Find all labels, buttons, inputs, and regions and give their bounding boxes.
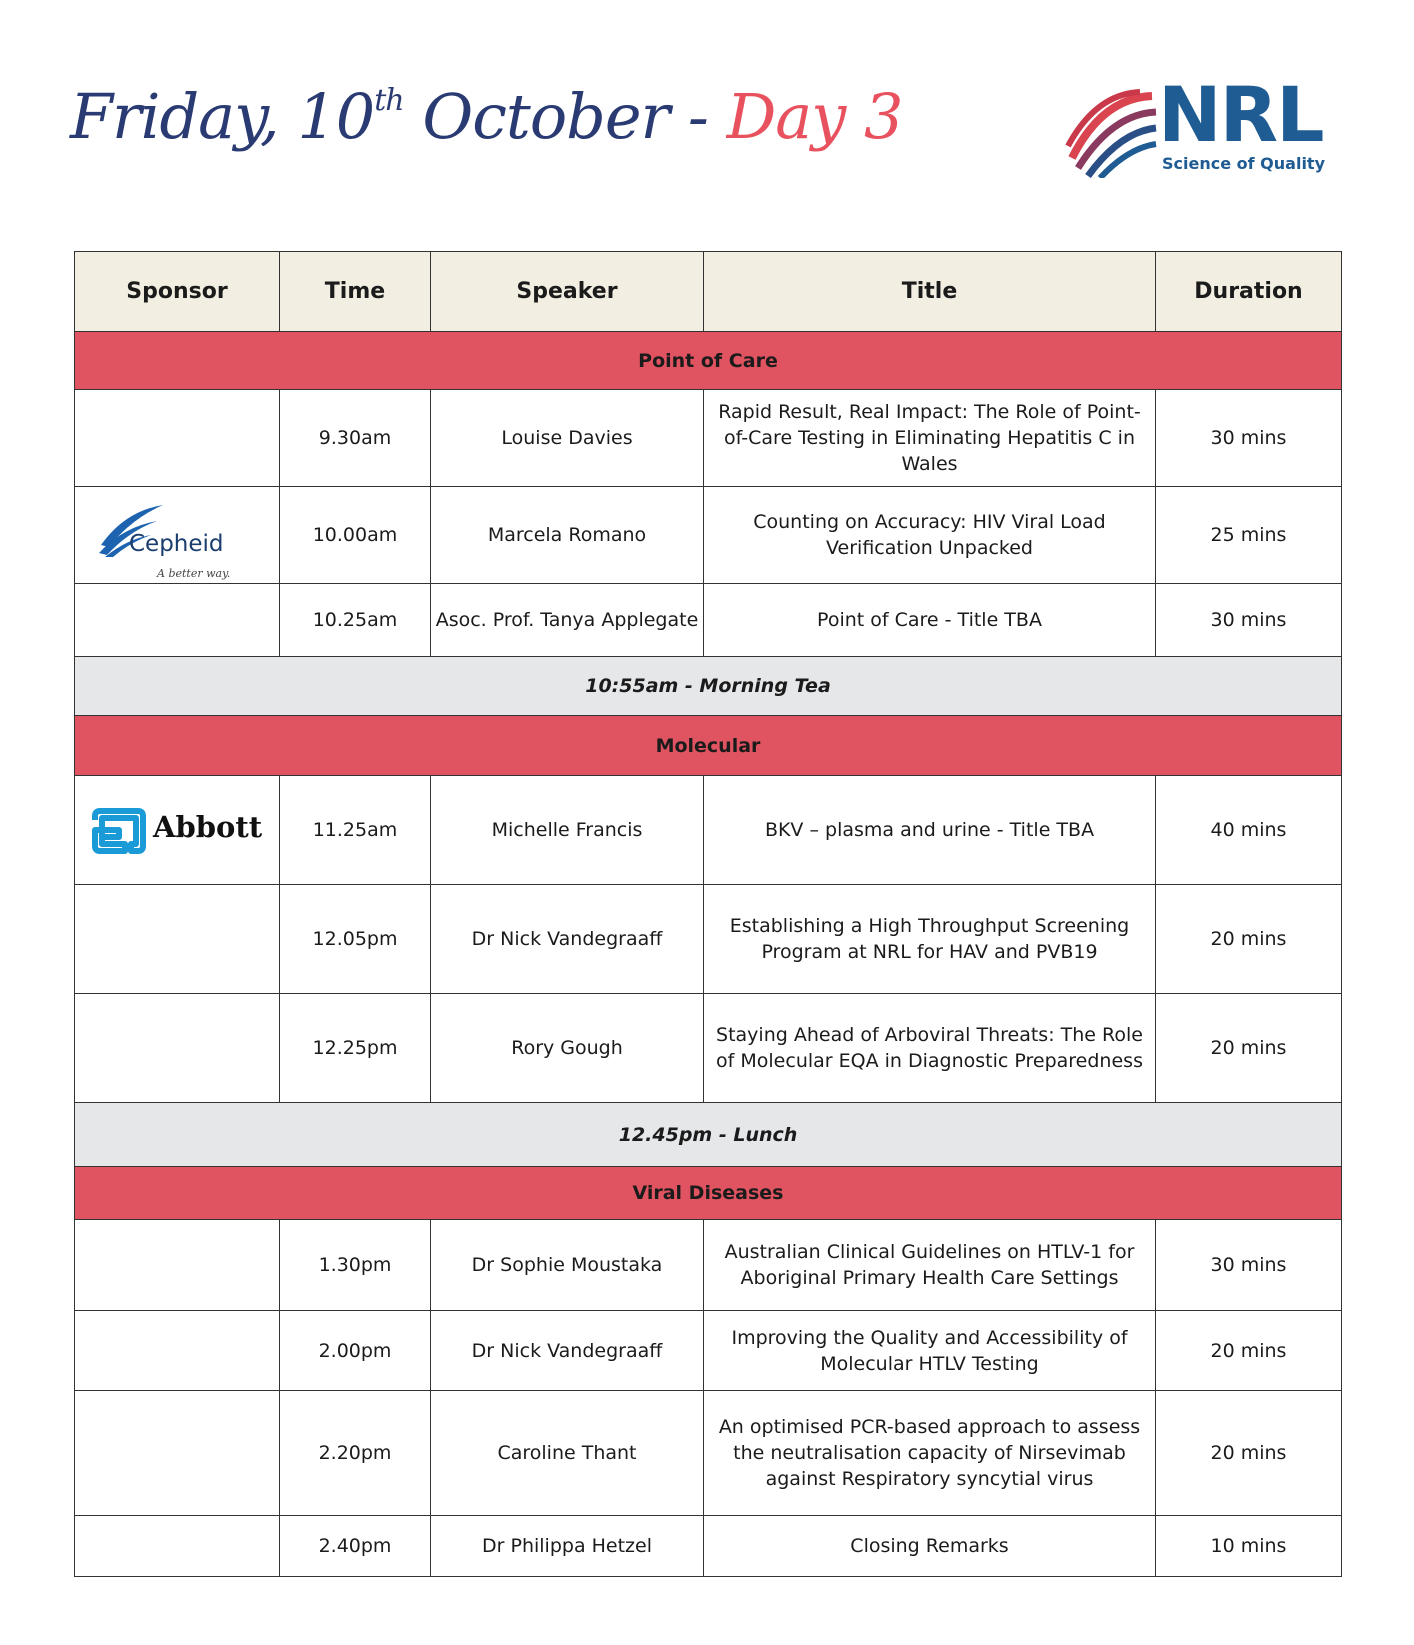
time-cell: 12.05pm [280, 885, 431, 994]
section-label: Point of Care [75, 332, 1342, 390]
table-row [75, 1516, 1342, 1577]
sponsor-cell [75, 584, 280, 657]
time-cell: 12.25pm [280, 994, 431, 1103]
schedule-table [74, 251, 1342, 1577]
abbott-mark-icon [91, 808, 147, 854]
nrl-logo-name: NRL [1158, 70, 1323, 159]
heading-ordinal: th [374, 83, 404, 118]
sponsor-cell [75, 390, 280, 487]
duration-cell: 20 mins [1156, 885, 1342, 994]
cepheid-tagline: A better way. [157, 567, 231, 580]
table-row [75, 994, 1342, 1103]
speaker-cell: Marcela Romano [431, 487, 704, 584]
break-row [75, 657, 1342, 716]
duration-cell: 30 mins [1156, 390, 1342, 487]
break-label: 10:55am - Morning Tea [75, 657, 1342, 716]
duration-cell: 40 mins [1156, 776, 1342, 885]
title-cell: Improving the Quality and Accessibility of Molecular HTLV Testing [704, 1311, 1156, 1391]
speaker-cell: Dr Sophie Moustaka [431, 1220, 704, 1311]
sponsor-cell [75, 487, 280, 584]
speaker-cell: Dr Philippa Hetzel [431, 1516, 704, 1577]
speaker-cell: Asoc. Prof. Tanya Applegate [431, 584, 704, 657]
table-row [75, 1311, 1342, 1391]
table-row [75, 584, 1342, 657]
section-row [75, 1167, 1342, 1220]
nrl-swoosh-icon [1062, 88, 1158, 178]
sponsor-cell [75, 1516, 280, 1577]
duration-cell: 30 mins [1156, 584, 1342, 657]
table-row [75, 1391, 1342, 1516]
table-row [75, 487, 1342, 584]
duration-cell: 20 mins [1156, 994, 1342, 1103]
speaker-cell: Michelle Francis [431, 776, 704, 885]
title-cell: BKV – plasma and urine - Title TBA [704, 776, 1156, 885]
break-row [75, 1103, 1342, 1167]
nrl-logo [1062, 70, 1342, 182]
header-duration: Duration [1156, 252, 1342, 332]
table-row [75, 776, 1342, 885]
abbott-name: Abbott [153, 810, 263, 844]
title-cell: An optimised PCR-based approach to assess the neutralisation capacity of Nirsevimab against Respiratory syncytial virus [704, 1391, 1156, 1516]
section-row [75, 332, 1342, 390]
break-label: 12.45pm - Lunch [75, 1103, 1342, 1167]
time-cell: 1.30pm [280, 1220, 431, 1311]
heading-date: Friday, 10 [70, 80, 375, 153]
table-row [75, 885, 1342, 994]
title-cell: Closing Remarks [704, 1516, 1156, 1577]
time-cell: 2.00pm [280, 1311, 431, 1391]
section-label: Viral Diseases [75, 1167, 1342, 1220]
duration-cell: 10 mins [1156, 1516, 1342, 1577]
sponsor-cell [75, 1311, 280, 1391]
table-header-row [75, 252, 1342, 332]
title-cell: Rapid Result, Real Impact: The Role of Point-of-Care Testing in Eliminating Hepatitis C in Wales [704, 390, 1156, 487]
heading-day-label: Day 3 [726, 80, 903, 153]
cepheid-logo [87, 495, 267, 580]
speaker-cell: Rory Gough [431, 994, 704, 1103]
sponsor-cell [75, 885, 280, 994]
time-cell: 2.20pm [280, 1391, 431, 1516]
cepheid-name: Cepheid [129, 531, 224, 557]
page-heading [70, 80, 902, 153]
title-cell: Staying Ahead of Arboviral Threats: The Role of Molecular EQA in Diagnostic Preparedness [704, 994, 1156, 1103]
header-sponsor: Sponsor [75, 252, 280, 332]
duration-cell: 25 mins [1156, 487, 1342, 584]
header-title: Title [704, 252, 1156, 332]
sponsor-cell [75, 1220, 280, 1311]
duration-cell: 20 mins [1156, 1311, 1342, 1391]
time-cell: 2.40pm [280, 1516, 431, 1577]
abbott-logo [87, 800, 267, 860]
header-time: Time [280, 252, 431, 332]
duration-cell: 30 mins [1156, 1220, 1342, 1311]
time-cell: 10.00am [280, 487, 431, 584]
duration-cell: 20 mins [1156, 1391, 1342, 1516]
time-cell: 9.30am [280, 390, 431, 487]
time-cell: 10.25am [280, 584, 431, 657]
table-row [75, 390, 1342, 487]
speaker-cell: Dr Nick Vandegraaff [431, 1311, 704, 1391]
speaker-cell: Louise Davies [431, 390, 704, 487]
section-label: Molecular [75, 716, 1342, 776]
section-row [75, 716, 1342, 776]
sponsor-cell [75, 994, 280, 1103]
title-cell: Establishing a High Throughput Screening Program at NRL for HAV and PVB19 [704, 885, 1156, 994]
title-cell: Counting on Accuracy: HIV Viral Load Verification Unpacked [704, 487, 1156, 584]
sponsor-cell [75, 1391, 280, 1516]
title-cell: Australian Clinical Guidelines on HTLV-1 for Aboriginal Primary Health Care Settings [704, 1220, 1156, 1311]
sponsor-cell [75, 776, 280, 885]
time-cell: 11.25am [280, 776, 431, 885]
table-row [75, 1220, 1342, 1311]
title-cell: Point of Care - Title TBA [704, 584, 1156, 657]
header-speaker: Speaker [431, 252, 704, 332]
heading-dash: - [687, 80, 708, 153]
heading-month: October [422, 80, 670, 153]
speaker-cell: Dr Nick Vandegraaff [431, 885, 704, 994]
nrl-logo-tagline: Science of Quality [1162, 154, 1325, 173]
speaker-cell: Caroline Thant [431, 1391, 704, 1516]
